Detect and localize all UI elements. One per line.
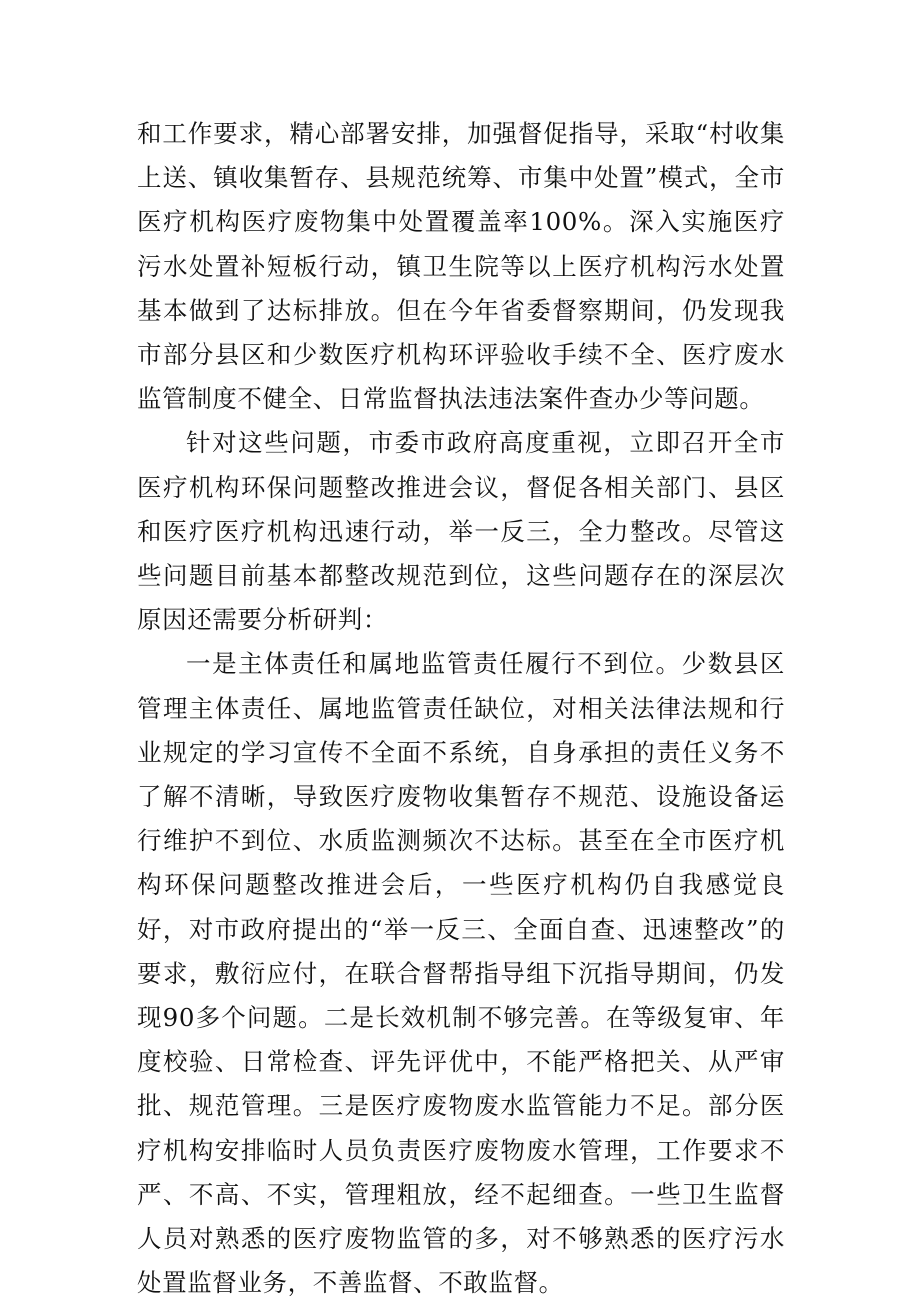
paragraph-continuation: 和工作要求，精心部署安排，加强督促指导，采取“村收集上送、镇收集暂存、县规范统筹、市集中处置”模式，全市医疗机构医疗废物集中处置覆盖率100%。深入实施医疗污水处置补短板行动，镇卫生院等以上医疗机构污水处置基本做到了达标排放。但在今年省委督察期间，仍发现我市部分县区和少数医疗机构环评验收手续不全、医疗废水监管制度不健全、日常监督执法违法案件查办少等问题。 bbox=[137, 119, 785, 414]
document-page bbox=[137, 112, 785, 1305]
paragraph-rectification: 针对这些问题，市委市政府高度重视，立即召开全市医疗机构环保问题整改推进会议，督促各相关部门、县区和医疗医疗机构迅速行动，举一反三，全力整改。尽管这些问题目前基本都整改规范到位，这些问题存在的深层次原因还需要分析研判： bbox=[137, 428, 785, 635]
paragraph-root-causes: 一是主体责任和属地监管责任履行不到位。少数县区管理主体责任、属地监管责任缺位，对相关法律法规和行业规定的学习宣传不全面不系统，自身承担的责任义务不了解不清晰，导致医疗废物收集暂存不规范、设施设备运行维护不到位、水质监测频次不达标。甚至在全市医疗机构环保问题整改推进会后，一些医疗机构仍自我感觉良好，对市政府提出的“举一反三、全面自查、迅速整改”的要求，敷衍应付，在联合督帮指导组下沉指导期间，仍发现90多个问题。二是长效机制不够完善。在等级复审、年度校验、日常检查、评先评优中，不能严格把关、从严审批、规范管理。三是医疗废物废水监管能力不足。部分医疗机构安排临时人员负责医疗废物废水管理，工作要求不严、不高、不实，管理粗放，经不起细查。一些卫生监督人员对熟悉的医疗废物监管的多，对不够熟悉的医疗污水处置监督业务，不善监督、不敢监督。 bbox=[137, 649, 785, 1298]
